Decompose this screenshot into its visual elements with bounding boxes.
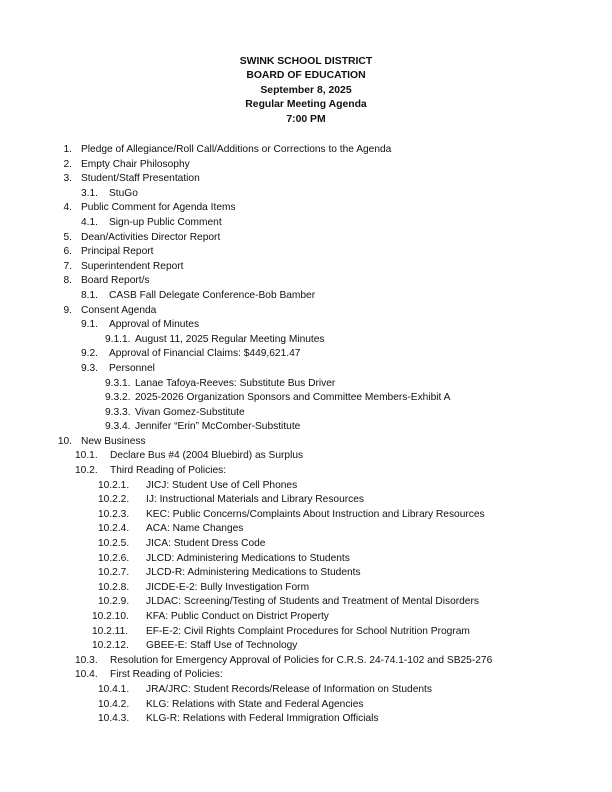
agenda-item: [0, 508, 612, 523]
agenda-item-number: 6.: [63, 246, 72, 258]
agenda-item: [0, 143, 612, 158]
agenda-item-text: JICA: Student Dress Code: [146, 538, 266, 550]
agenda-item: [0, 304, 612, 319]
agenda-item-number: 10.4.: [75, 669, 98, 681]
agenda-item: [0, 406, 612, 421]
agenda-item-number: 10.4.1.: [98, 683, 130, 695]
agenda-item: [0, 201, 612, 216]
agenda-item-number: 2.: [63, 158, 72, 170]
agenda-item: [0, 479, 612, 494]
agenda-item-number: 10.4.3.: [98, 713, 130, 725]
agenda-item-text: Resolution for Emergency Approval of Policies for C.R.S. 24-74.1-102 and SB25-276: [110, 654, 493, 666]
agenda-header: [0, 55, 612, 127]
agenda-item-number: 3.1.: [81, 187, 98, 199]
agenda-list: [0, 143, 612, 727]
agenda-item-number: 10.4.2.: [98, 698, 130, 710]
agenda-item-text: CASB Fall Delegate Conference-Bob Bamber: [109, 289, 316, 301]
agenda-item-number: 10.2.6.: [98, 552, 130, 564]
agenda-item-text: JRA/JRC: Student Records/Release of Information on Students: [146, 683, 432, 695]
agenda-item: [0, 683, 612, 698]
agenda-item: [0, 362, 612, 377]
agenda-item-text: Lanae Tafoya-Reeves: Substitute Bus Driver: [135, 377, 336, 389]
agenda-title: Regular Meeting Agenda: [245, 99, 367, 111]
agenda-item: [0, 231, 612, 246]
agenda-item-text: KLG: Relations with State and Federal Agencies: [146, 698, 364, 710]
agenda-item-text: Board Report/s: [81, 275, 150, 287]
agenda-item: [0, 420, 612, 435]
agenda-item: [0, 435, 612, 450]
agenda-item: [0, 552, 612, 567]
agenda-item-text: Dean/Activities Director Report: [81, 231, 221, 243]
agenda-item-text: Empty Chair Philosophy: [81, 158, 190, 170]
agenda-item-number: 10.2.3.: [98, 508, 130, 520]
agenda-item: [0, 522, 612, 537]
agenda-item-text: Vivan Gomez-Substitute: [135, 406, 245, 418]
agenda-item-number: 10.2.: [75, 465, 98, 477]
agenda-item-number: 9.3.: [81, 362, 98, 374]
agenda-item: [0, 318, 612, 333]
agenda-item-number: 9.2.: [81, 348, 98, 360]
agenda-item-number: 9.3.3.: [105, 406, 131, 418]
agenda-item-text: JICJ: Student Use of Cell Phones: [146, 479, 298, 491]
agenda-item: [0, 654, 612, 669]
agenda-item: [0, 289, 612, 304]
agenda-item: [0, 712, 612, 727]
agenda-item-text: EF-E-2: Civil Rights Complaint Procedures for School Nutrition Program: [146, 625, 470, 637]
agenda-item-text: Consent Agenda: [81, 304, 157, 316]
agenda-item-text: Third Reading of Policies:: [110, 465, 227, 477]
board-name: BOARD OF EDUCATION: [246, 70, 366, 82]
agenda-item-text: KLG-R: Relations with Federal Immigration Officials: [146, 713, 379, 725]
agenda-item-number: 10.2.4.: [98, 523, 130, 535]
agenda-item-number: 10.2.11.: [92, 625, 129, 637]
agenda-item: [0, 464, 612, 479]
agenda-item-number: 10.1.: [75, 450, 98, 462]
agenda-item-text: GBEE-E: Staff Use of Technology: [146, 640, 298, 652]
agenda-item-text: August 11, 2025 Regular Meeting Minutes: [135, 333, 325, 345]
agenda-item-text: First Reading of Policies:: [110, 669, 223, 681]
agenda-item: [0, 581, 612, 596]
agenda-item-text: Jennifer “Erin” McComber-Substitute: [135, 421, 301, 433]
agenda-item: [0, 333, 612, 348]
agenda-item-number: 4.1.: [81, 216, 98, 228]
agenda-item-number: 3.: [63, 173, 72, 185]
agenda-item-text: New Business: [81, 435, 146, 447]
agenda-item-text: Declare Bus #4 (2004 Bluebird) as Surplus: [110, 450, 304, 462]
agenda-item: [0, 449, 612, 464]
district-name: SWINK SCHOOL DISTRICT: [239, 56, 373, 67]
agenda-item-text: Approval of Financial Claims: $449,621.47: [109, 348, 301, 360]
meeting-date: September 8, 2025: [260, 84, 352, 96]
agenda-item-number: 10.2.2.: [98, 494, 130, 506]
agenda-item-number: 10.2.12.: [92, 640, 129, 652]
agenda-item-number: 9.3.4.: [105, 421, 131, 433]
agenda-item: [0, 158, 612, 173]
agenda-item: [0, 172, 612, 187]
agenda-item-text: KFA: Public Conduct on District Property: [146, 611, 329, 622]
agenda-item-number: 10.2.9.: [98, 596, 130, 608]
meeting-time: 7:00 PM: [286, 113, 326, 125]
agenda-item-number: 9.3.1.: [105, 377, 131, 389]
agenda-item: [0, 566, 612, 581]
agenda-item-number: 4.: [63, 202, 72, 214]
agenda-item-number: 1.: [63, 144, 72, 155]
agenda-item-text: StuGo: [109, 187, 138, 199]
agenda-item: [0, 537, 612, 552]
agenda-item-number: 10.2.1.: [98, 479, 130, 491]
agenda-item: [0, 391, 612, 406]
agenda-item-text: JLCD: Administering Medications to Students: [146, 552, 350, 564]
agenda-item-number: 10.2.5.: [98, 538, 130, 550]
agenda-item-text: IJ: Instructional Materials and Library Resources: [146, 494, 364, 506]
agenda-item-number: 9.1.: [81, 319, 98, 331]
agenda-item: [0, 187, 612, 202]
agenda-item: [0, 216, 612, 231]
agenda-item: [0, 595, 612, 610]
agenda-item-number: 10.: [57, 435, 72, 447]
agenda-item-number: 7.: [63, 260, 72, 272]
agenda-item-text: Pledge of Allegiance/Roll Call/Additions or Corrections to the Agenda: [81, 144, 392, 155]
agenda-item: [0, 493, 612, 508]
agenda-item-number: 10.2.7.: [98, 567, 130, 579]
agenda-item-text: 2025-2026 Organization Sponsors and Committee Members-Exhibit A: [135, 392, 451, 404]
agenda-item-text: Public Comment for Agenda Items: [81, 202, 236, 214]
agenda-item: [0, 698, 612, 713]
agenda-item-number: 10.2.10.: [92, 611, 129, 622]
agenda-item-text: JICDE-E-2: Bully Investigation Form: [146, 581, 310, 593]
agenda-item: [0, 377, 612, 392]
agenda-item: [0, 668, 612, 683]
agenda-item-number: 9.3.2.: [105, 392, 131, 404]
agenda-item-text: Principal Report: [81, 246, 154, 258]
agenda-item-text: Approval of Minutes: [109, 319, 200, 331]
agenda-item: [0, 610, 612, 625]
agenda-item-number: 8.: [63, 275, 72, 287]
agenda-item-text: Superintendent Report: [81, 260, 184, 272]
agenda-item-number: 5.: [63, 231, 72, 243]
agenda-item-number: 10.2.8.: [98, 581, 130, 593]
agenda-item: [0, 245, 612, 260]
agenda-item-number: 9.: [63, 304, 72, 316]
agenda-item-number: 10.3.: [75, 654, 98, 666]
agenda-item-text: JLDAC: Screening/Testing of Students and Treatment of Mental Disorders: [146, 596, 479, 608]
agenda-item: [0, 639, 612, 654]
agenda-item-text: ACA: Name Changes: [146, 523, 244, 535]
agenda-item-text: Personnel: [109, 362, 155, 374]
agenda-item-text: Student/Staff Presentation: [81, 173, 200, 185]
agenda-item-number: 9.1.1.: [105, 333, 131, 345]
agenda-item: [0, 260, 612, 275]
agenda-item-text: Sign-up Public Comment: [109, 216, 222, 228]
agenda-item-text: JLCD-R: Administering Medications to Students: [146, 567, 361, 579]
agenda-item-text: KEC: Public Concerns/Complaints About Instruction and Library Resources: [146, 508, 485, 520]
agenda-item: [0, 274, 612, 289]
agenda-item-number: 8.1.: [81, 289, 98, 301]
agenda-item: [0, 625, 612, 640]
agenda-item: [0, 347, 612, 362]
